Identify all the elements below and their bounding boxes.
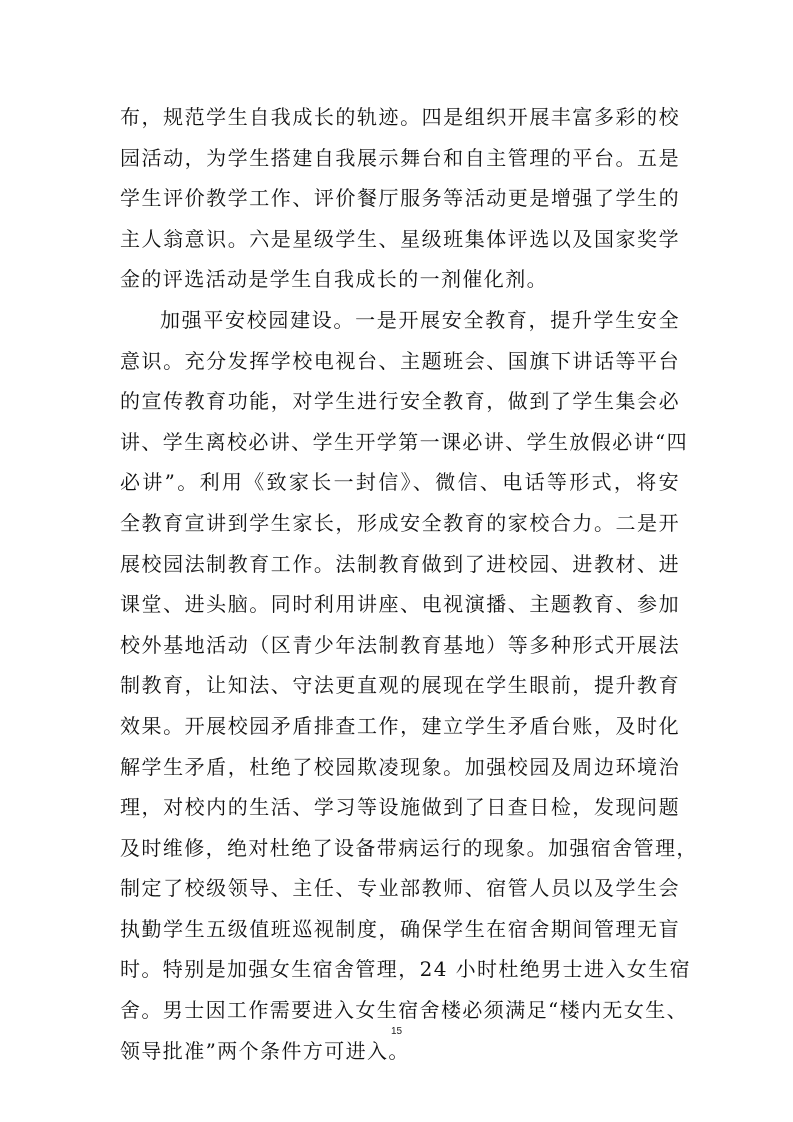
paragraph-1-line-3: 学生评价教学工作、评价餐厅服务等活动更是增强了学生的: [120, 186, 680, 211]
paragraph-2-line-1: 加强平安校园建设。一是开展安全教育，提升学生安全: [160, 307, 680, 332]
paragraph-2-line-14: 及时维修，绝对杜绝了设备带病运行的现象。加强宿舍管理，: [120, 835, 698, 860]
paragraph-2-line-9: 校外基地活动（区青少年法制教育基地）等多种形式开展法: [120, 632, 680, 657]
paragraph-2-line-4: 讲、学生离校必讲、学生开学第一课必讲、学生放假必讲“四: [120, 429, 689, 454]
paragraph-2-line-16: 执勤学生五级值班巡视制度，确保学生在宿舍期间管理无盲: [120, 916, 680, 941]
paragraph-2-line-8: 课堂、进头脑。同时利用讲座、电视演播、主题教育、参加: [120, 592, 680, 617]
paragraph-2-line-15: 制定了校级领导、主任、专业部教师、宿管人员以及学生会: [120, 876, 680, 901]
paragraph-2-line-6: 全教育宣讲到学生家长，形成安全教育的家校合力。二是开: [120, 510, 680, 535]
page-number: 15: [390, 1026, 403, 1037]
paragraph-2-line-18: 舍。男士因工作需要进入女生宿舍楼必须满足“楼内无女生、: [120, 998, 689, 1023]
paragraph-2-line-2: 意识。充分发挥学校电视台、主题班会、国旗下讲话等平台: [120, 348, 680, 373]
document-body: [120, 97, 698, 1071]
paragraph-2-line-13: 理，对校内的生活、学习等设施做到了日查日检，发现问题: [120, 795, 680, 820]
paragraph-1-line-1: 布，规范学生自我成长的轨迹。四是组织开展丰富多彩的校: [120, 105, 680, 129]
paragraph-1-line-2: 园活动，为学生搭建自我展示舞台和自主管理的平台。五是: [120, 145, 680, 170]
paragraph-2-line-3: 的宣传教育功能，对学生进行安全教育，做到了学生集会必: [120, 389, 680, 414]
paragraph-1-line-4: 主人翁意识。六是星级学生、星级班集体评选以及国家奖学: [120, 226, 680, 251]
paragraph-2-line-12: 解学生矛盾，杜绝了校园欺凌现象。加强校园及周边环境治: [120, 754, 680, 779]
paragraph-2-line-7: 展校园法制教育工作。法制教育做到了进校园、进教材、进: [120, 551, 680, 576]
paragraph-2-line-11: 效果。开展校园矛盾排查工作，建立学生矛盾台账，及时化: [120, 713, 680, 738]
paragraph-2-line-10: 制教育，让知法、守法更直观的展现在学生眼前，提升教育: [120, 673, 680, 698]
paragraph-2-line-17: 时。特别是加强女生宿舍管理，24 小时杜绝男士进入女生宿: [120, 957, 692, 982]
paragraph-2-line-5: 必讲”。利用《致家长一封信》、微信、电话等形式，将安: [120, 470, 680, 495]
paragraph-2-line-19: 领导批准”两个条件方可进入。: [120, 1038, 410, 1063]
paragraph-1-line-5: 金的评选活动是学生自我成长的一剂催化剂。: [120, 267, 548, 292]
